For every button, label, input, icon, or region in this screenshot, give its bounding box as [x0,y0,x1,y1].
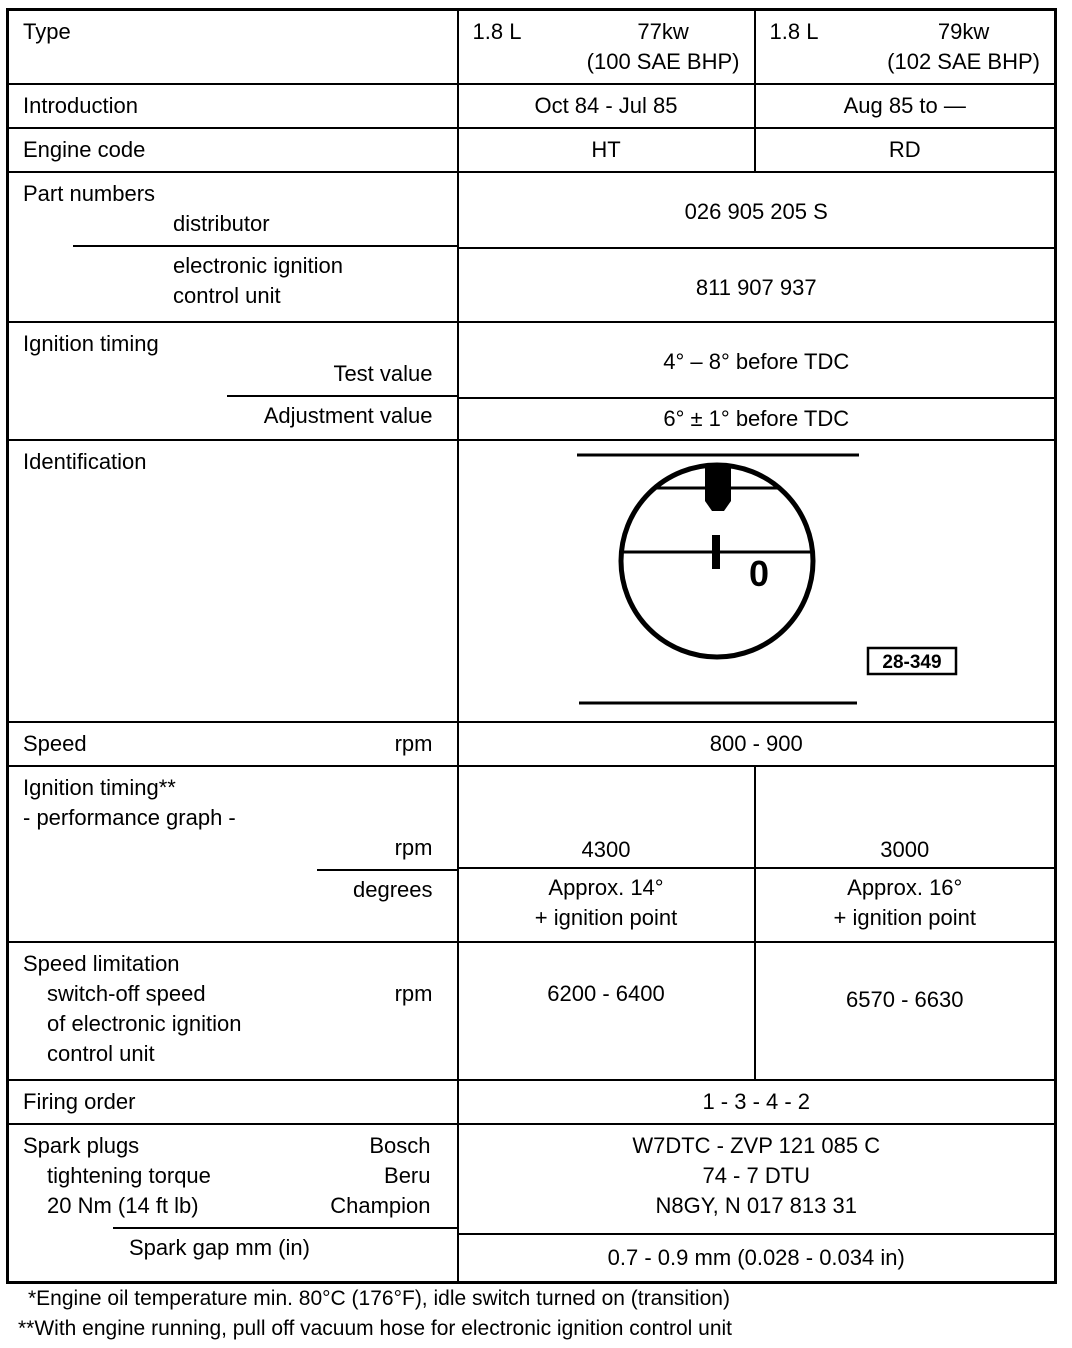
row-ignition-timing [8,322,1056,440]
type-col1-kw: 77kw [637,19,689,44]
introduction-col1: Oct 84 - Jul 85 [534,93,678,118]
row-identification [8,440,1056,722]
performance-degrees-label: degrees [352,877,433,902]
row-introduction [8,84,1056,128]
test-value-label: Test value [333,361,433,386]
part-numbers-label: Part numbers [23,181,156,206]
introduction-label: Introduction [23,93,138,118]
spark-plugs-label: Spark plugs [23,1133,140,1158]
speed-unit: rpm [394,731,433,756]
row-speed-limitation [8,942,1056,1080]
distributor-value: 026 905 205 S [684,199,828,224]
introduction-col2: Aug 85 to — [843,93,966,118]
footnotes [18,1284,732,1344]
speed-value: 800 - 900 [709,731,803,756]
plug-beru: 74 - 7 DTU [702,1163,811,1188]
speed-limitation-line3: control unit [47,1041,155,1066]
row-performance-graph [8,766,1056,942]
spec-table [6,8,1057,1284]
performance-degrees-col1-b: + ignition point [534,905,678,930]
speed-limitation-unit: rpm [394,981,433,1006]
engine-code-label: Engine code [23,137,146,162]
type-col2-displacement: 1.8 L [769,19,819,44]
type-col2-sae: (102 SAE BHP) [887,49,1040,74]
performance-label: Ignition timing** [23,775,176,800]
row-spark-plugs [8,1124,1056,1282]
brand-champion: Champion [330,1193,431,1218]
performance-rpm-col1: 4300 [581,837,631,862]
timing-mark-diagram [459,441,1053,719]
row-part-numbers [8,172,1056,322]
firing-order-label: Firing order [23,1089,136,1114]
performance-rpm-label: rpm [394,835,433,860]
distributor-label: distributor [173,211,270,236]
performance-rpm-col2: 3000 [880,837,930,862]
type-col2-kw: 79kw [937,19,990,44]
adjustment-value-label: Adjustment value [263,403,433,428]
type-label: Type [23,19,71,44]
torque-value: 20 Nm (14 ft lb) [47,1193,199,1218]
ecu-label-line1: electronic ignition [173,253,343,278]
adjustment-value: 6° ± 1° before TDC [663,406,850,431]
ecu-value: 811 907 937 [695,275,817,300]
identification-label: Identification [23,449,147,474]
plug-champion: N8GY, N 017 813 31 [655,1193,857,1218]
engine-code-col2: RD [888,137,921,162]
speed-limitation-col1: 6200 - 6400 [547,981,665,1006]
brand-bosch: Bosch [369,1133,431,1158]
firing-order-value: 1 - 3 - 4 - 2 [702,1089,811,1114]
speed-label: Speed [23,731,87,756]
spark-gap-label: Spark gap mm (in) [129,1235,310,1260]
type-col1-sae: (100 SAE BHP) [586,49,740,74]
footnote-oil-temperature: *Engine oil temperature min. 80°C (176°F), idle switch turned on (transition) [28,1287,730,1310]
speed-limitation-col2: 6570 - 6630 [846,987,964,1012]
performance-degrees-col2-a: Approx. 16° [847,875,963,900]
pointer-notch-icon [705,467,731,511]
figure-code: 28-349 [881,652,942,673]
ecu-label-line2: control unit [173,283,281,308]
performance-degrees-col2-b: + ignition point [833,905,976,930]
engine-code-col1: HT [591,137,621,162]
performance-degrees-col1-a: Approx. 14° [548,875,664,900]
timing-mark-zero: 0 [748,553,769,594]
test-value: 4° – 8° before TDC [663,349,850,374]
footnote-vacuum-hose: **With engine running, pull off vacuum hose for electronic ignition control unit [18,1317,733,1340]
torque-label: tightening torque [47,1163,211,1188]
speed-limitation-label: Speed limitation [23,951,180,976]
ignition-timing-label: Ignition timing [23,331,159,356]
brand-beru: Beru [384,1163,431,1188]
performance-sublabel: - performance graph - [23,805,236,830]
row-firing-order [8,1080,1056,1124]
spark-gap-value: 0.7 - 0.9 mm (0.028 - 0.034 in) [607,1245,905,1270]
row-speed [8,722,1056,766]
speed-limitation-line2: of electronic ignition [47,1011,242,1036]
row-type [8,10,1056,85]
timing-mark-line [712,535,720,569]
speed-limitation-line1: switch-off speed [47,981,206,1006]
row-engine-code [8,128,1056,172]
plug-bosch: W7DTC - ZVP 121 085 C [632,1133,881,1158]
type-col1-displacement: 1.8 L [472,19,522,44]
